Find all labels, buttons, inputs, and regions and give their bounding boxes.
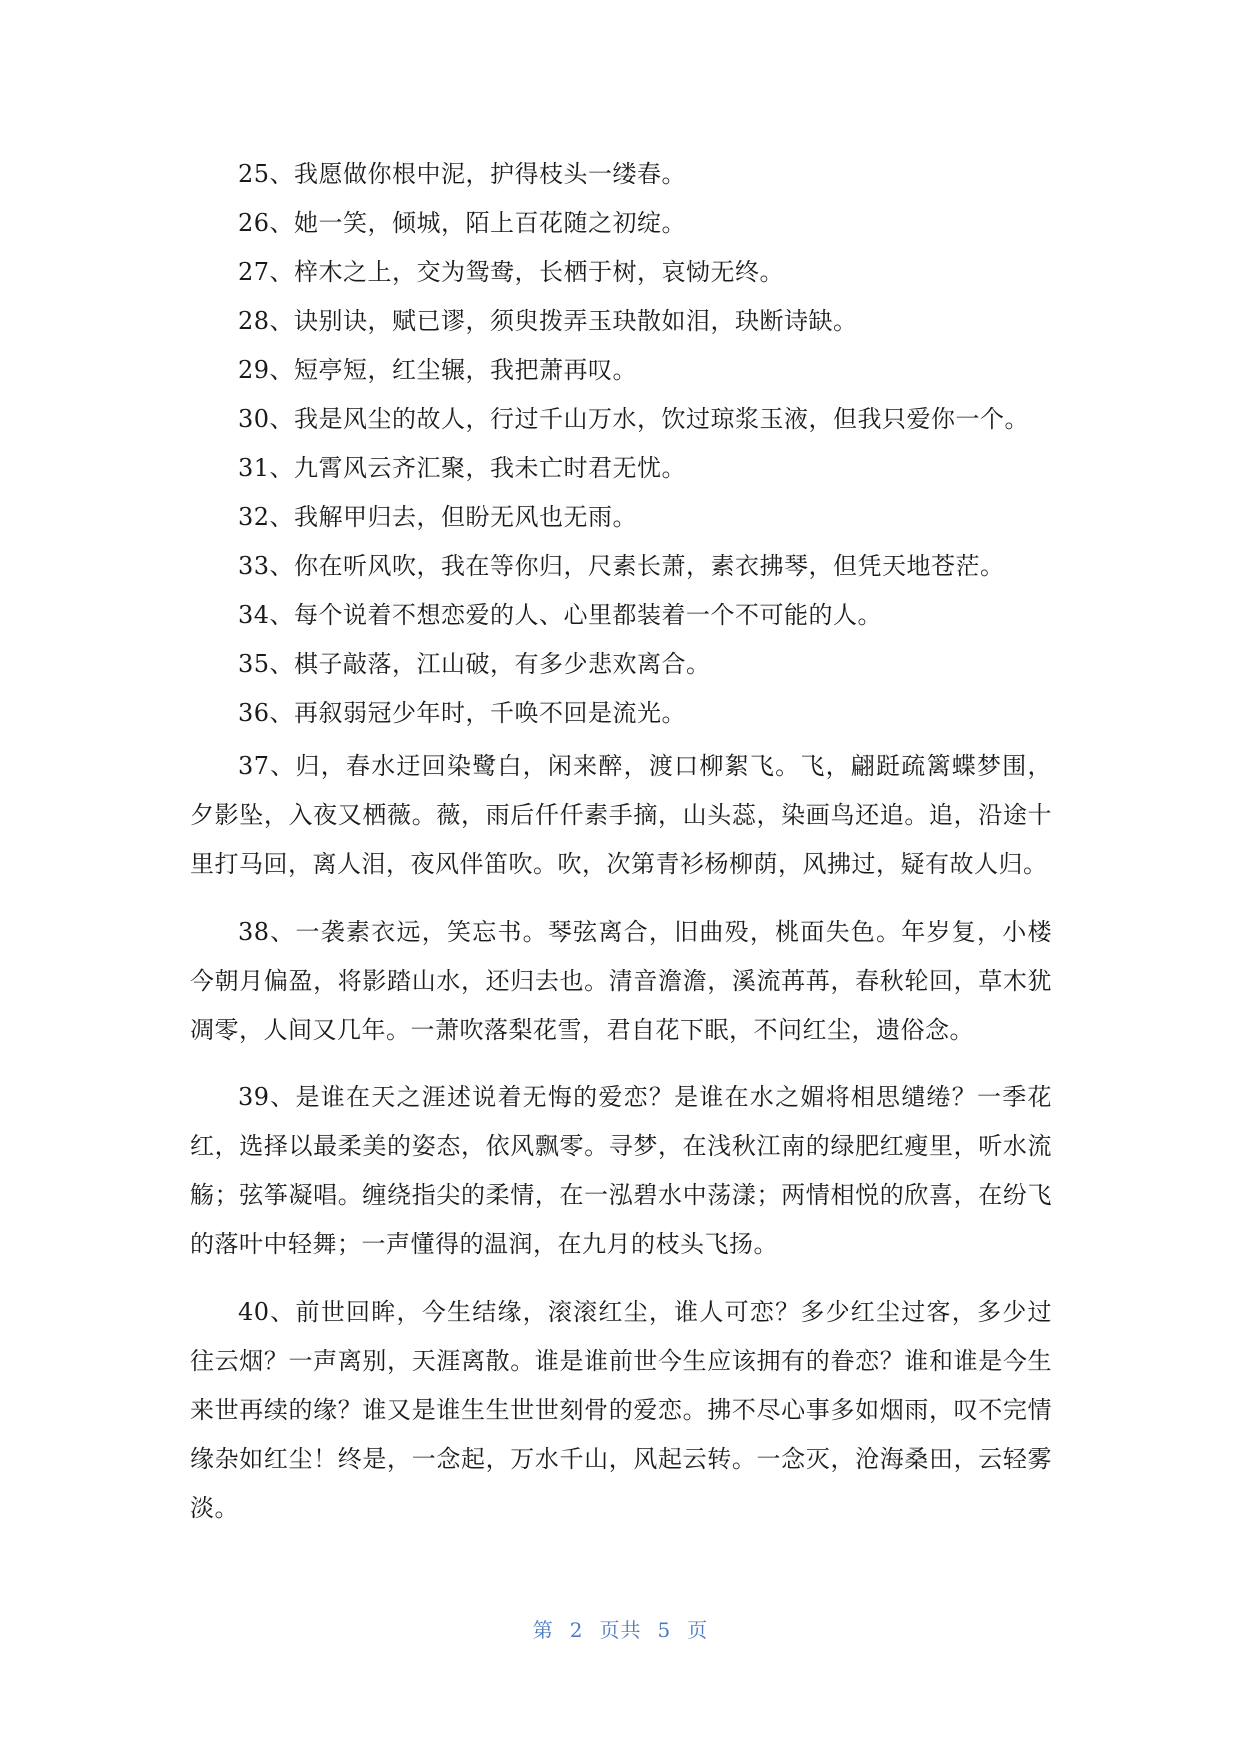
paragraph-33: 33、你在听风吹，我在等你归，尺素长萧，素衣拂琴，但凭天地苍茫。 bbox=[238, 552, 1005, 580]
paragraph-34: 34、每个说着不想恋爱的人、心里都装着一个不可能的人。 bbox=[238, 601, 883, 629]
document-body bbox=[190, 154, 1052, 1551]
paragraph-26: 26、她一笑，倾城，陌上百花随之初绽。 bbox=[238, 209, 687, 237]
paragraph-37: 37、归，春水迂回染鹭白，闲来醉，渡口柳絮飞。飞，翩跹疏篱蝶梦围，夕影坠，入夜又栖薇。薇，雨后仟仟素手摘，山头蕊，染画鸟还追。追，沿途十里打马回，离人泪，夜风伴笛吹。吹，次第青衫杨柳荫，风拂过，疑有故人归。 bbox=[190, 752, 1052, 878]
paragraph-28: 28、诀别诀，赋已谬，须臾拨弄玉玦散如泪，玦断诗缺。 bbox=[238, 307, 858, 335]
paragraph-30: 30、我是风尘的故人，行过千山万水，饮过琼浆玉液，但我只爱你一个。 bbox=[238, 405, 1030, 433]
paragraph-35: 35、棋子敲落，江山破，有多少悲欢离合。 bbox=[238, 650, 711, 678]
page-number-footer bbox=[0, 1614, 1241, 1643]
paragraph-31: 31、九霄风云齐汇聚，我未亡时君无忧。 bbox=[238, 454, 687, 482]
footer-ye-gong: 页共 bbox=[599, 1618, 642, 1642]
paragraph-32: 32、我解甲归去，但盼无风也无雨。 bbox=[238, 503, 638, 531]
paragraph-36: 36、再叙弱冠少年时，千唤不回是流光。 bbox=[238, 699, 687, 727]
paragraph-38: 38、一袭素衣远，笑忘书。琴弦离合，旧曲殁，桃面失色。年岁复，小楼今朝月偏盈，将影踏山水，还归去也。清音澹澹，溪流苒苒，春秋轮回，草木犹凋零，人间又几年。一萧吹落梨花雪，君自花下眠，不问红尘，遗俗念。 bbox=[190, 917, 1052, 1044]
footer-di: 第 bbox=[532, 1618, 554, 1642]
paragraph-40: 40、前世回眸，今生结缘，滚滚红尘，谁人可恋？多少红尘过客，多少过往云烟？一声离别，天涯离散。谁是谁前世今生应该拥有的眷恋？谁和谁是今生来世再续的缘？谁又是谁生生世世刻骨的爱恋。拂不尽心事多如烟雨，叹不完情缘杂如红尘！终是，一念起，万水千山，风起云转。一念灭，沧海桑田，云轻雾淡。 bbox=[190, 1297, 1052, 1522]
paragraph-29: 29、短亭短，红尘辗，我把萧再叹。 bbox=[238, 356, 638, 384]
paragraph-27: 27、梓木之上，交为鸳鸯，长栖于树，哀恸无终。 bbox=[238, 258, 785, 286]
footer-ye: 页 bbox=[687, 1618, 709, 1642]
paragraph-39: 39、是谁在天之涯述说着无悔的爱恋？是谁在水之媚将相思缱绻？一季花红，选择以最柔美的姿态，依风飘零。寻梦，在浅秋江南的绿肥红瘦里，听水流觞；弦筝凝唱。缠绕指尖的柔情，在一泓碧水中荡漾；两情相悦的欣喜，在纷飞的落叶中轻舞；一声懂得的温润，在九月的枝头飞扬。 bbox=[190, 1083, 1052, 1258]
footer-current-page: 2 bbox=[569, 1618, 584, 1642]
paragraph-25: 25、我愿做你根中泥，护得枝头一缕春。 bbox=[238, 160, 687, 188]
footer-total-pages: 5 bbox=[657, 1618, 672, 1642]
